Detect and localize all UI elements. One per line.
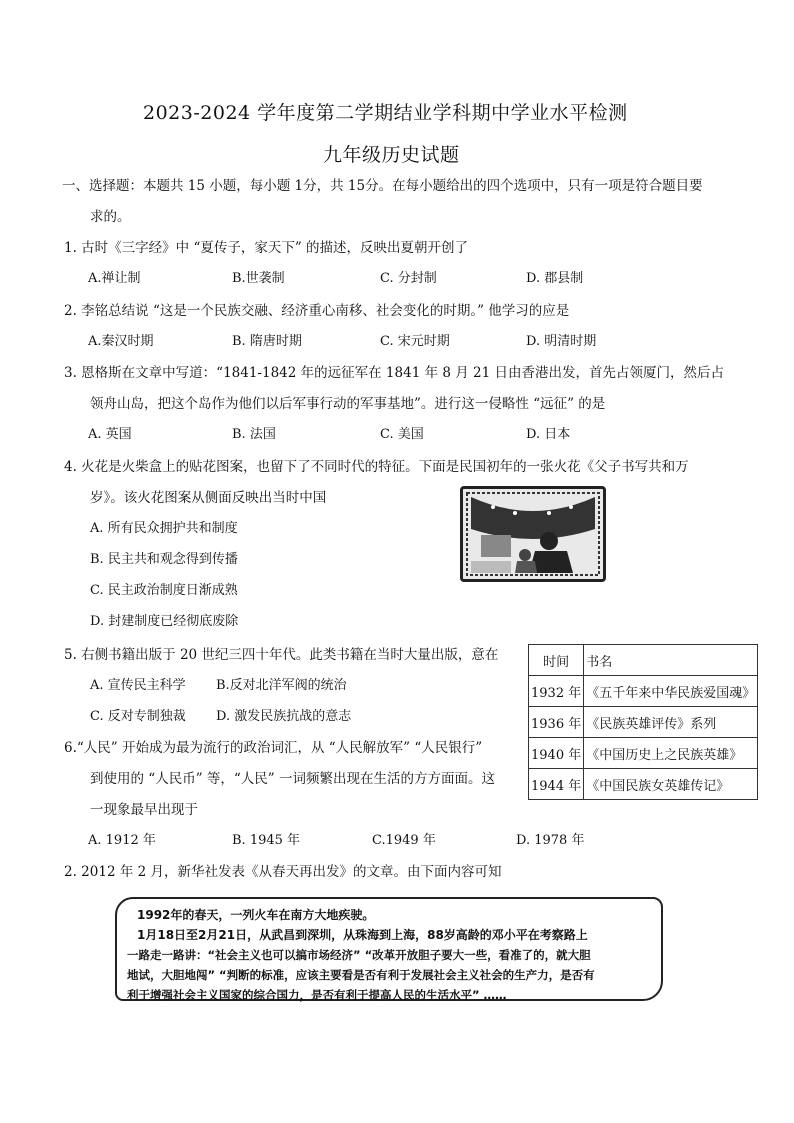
table-row <box>529 707 758 738</box>
question-3-option-d: D. 日本 <box>526 427 571 442</box>
question-6-option-c: C.1949 年 <box>372 833 436 848</box>
question-2-option-b: B. 隋唐时期 <box>232 334 302 349</box>
question-2-stem: 2. 李铭总结说 “这是一个民族交融、经济重心南移、社会变化的时期。” 他学习的应是 <box>64 303 570 319</box>
question-3-stem-cont: 领舟山岛，把这个岛作为他们以后军事行动的军事基地”。进行这一侵略性 “远征” 的是 <box>90 396 606 412</box>
table-cell-title: 《中国民族女英雄传记》 <box>584 769 758 800</box>
question-1-stem: 1. 古时《三字经》中 “夏传子，家天下” 的描述，反映出夏朝开创了 <box>64 240 469 256</box>
section-instructions: 一、选择题：本题共 15 小题，每小题 1分，共 15分。在每小题给出的四个选项中，只有一项是符合题目要 <box>62 178 703 194</box>
quote-line: 利于增强社会主义国家的综合国力，是否有利于提高人民的生活水平” …… <box>127 988 507 1002</box>
quote-line: 一路走一路讲：“社会主义也可以搞市场经济” “改革开放胆子要大一些，看准了的，就大胆 <box>127 948 591 962</box>
question-4-stem: 4. 火花是火柴盒上的贴花图案，也留下了不同时代的特征。下面是民国初年的一张火花《父子书写共和万 <box>64 459 689 475</box>
matchbox-label-image <box>460 486 606 582</box>
question-5-option-b: B.反对北洋军阀的统治 <box>216 678 347 693</box>
table-cell-year: 1940 年 <box>529 738 584 769</box>
quote-line: 地试，大胆地闯” “判断的标准，应该主要看是否有利于发展社会主义社会的生产力，是否有 <box>127 968 595 982</box>
table-cell-title: 《五千年来中华民族爱国魂》 <box>584 676 758 707</box>
question-4-option-a: A. 所有民众拥护共和制度 <box>90 521 238 536</box>
question-5-option-c: C. 反对专制独裁 <box>90 709 186 724</box>
question-5-stem: 5. 右侧书籍出版于 20 世纪三四十年代。此类书籍在当时大量出版，意在 <box>64 647 499 663</box>
question-6-stem-cont: 到使用的 “人民币” 等，“人民” 一词频繁出现在生活的方方面面。这 <box>90 771 495 787</box>
question-2-option-d: D. 明清时期 <box>526 334 597 349</box>
exam-subtitle: 九年级历史试题 <box>323 144 460 166</box>
question-5-option-a: A. 宣传民主科学 <box>90 678 186 693</box>
section-instructions-cont: 求的。 <box>90 209 131 225</box>
question-1-option-d: D. 郡县制 <box>526 271 584 286</box>
question-3-option-c: C. 美国 <box>380 427 424 442</box>
table-row <box>529 676 758 707</box>
question-3-option-a: A. 英国 <box>88 427 132 442</box>
question-2-option-c: C. 宋元时期 <box>380 334 450 349</box>
table-cell-year: 1932 年 <box>529 676 584 707</box>
table-cell-year: 1944 年 <box>529 769 584 800</box>
table-row <box>529 738 758 769</box>
question-4-option-b: B. 民主共和观念得到传播 <box>90 552 238 567</box>
exam-title: 2023-2024 学年度第二学期结业学科期中学业水平检测 <box>143 102 628 124</box>
question-6-option-b: B. 1945 年 <box>232 833 301 848</box>
question-6-stem-cont-2: 一现象最早出现于 <box>90 802 198 818</box>
question-7-stem: 2. 2012 年 2 月，新华社发表《从春天再出发》的文章。由下面内容可知 <box>64 864 502 880</box>
books-table <box>528 644 758 800</box>
question-4-option-d: D. 封建制度已经彻底废除 <box>90 614 239 629</box>
question-1-option-b: B.世袭制 <box>232 271 285 286</box>
question-6-option-d: D. 1978 年 <box>516 833 585 848</box>
question-2-option-a: A.秦汉时期 <box>88 334 154 349</box>
question-5-option-d: D. 激发民族抗战的意志 <box>216 709 352 724</box>
table-cell-title: 《中国历史上之民族英雄》 <box>584 738 758 769</box>
question-4-stem-cont: 岁》。该火花图案从侧面反映出当时中国 <box>90 490 327 506</box>
quote-line: 1992年的春天，一列火车在南方大地疾驶。 <box>137 908 375 922</box>
table-header-row <box>529 645 758 676</box>
question-6-option-a: A. 1912 年 <box>88 833 156 848</box>
question-6-stem: 6.“人民” 开始成为最为流行的政治词汇，从 “人民解放军” “人民银行” <box>64 740 483 756</box>
quote-box <box>115 897 663 1001</box>
table-row <box>529 769 758 800</box>
table-header-title: 书名 <box>584 645 758 676</box>
question-1-option-c: C. 分封制 <box>380 271 437 286</box>
question-3-option-b: B. 法国 <box>232 427 276 442</box>
question-1-option-a: A.禅让制 <box>88 271 141 286</box>
quote-line: 1月18日至2月21日，从武昌到深圳，从珠海到上海，88岁高龄的邓小平在考察路上 <box>137 928 588 942</box>
table-cell-year: 1936 年 <box>529 707 584 738</box>
question-3-stem: 3. 恩格斯在文章中写道：“1841-1842 年的远征军在 1841 年 8 月 21 日由香港出发，首先占领厦门，然后占 <box>64 365 725 381</box>
table-cell-title: 《民族英雄评传》系列 <box>584 707 758 738</box>
table-header-time: 时间 <box>529 645 584 676</box>
question-4-option-c: C. 民主政治制度日渐成熟 <box>90 583 238 598</box>
